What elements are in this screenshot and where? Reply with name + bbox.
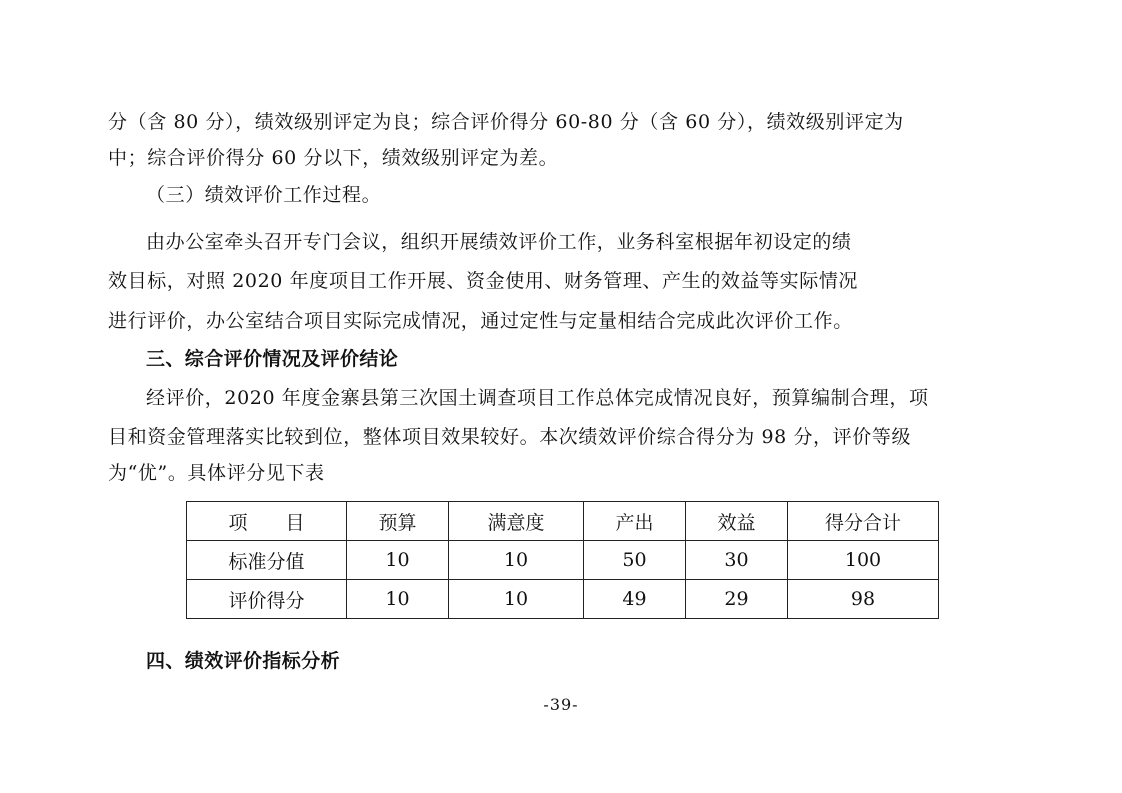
table-row <box>187 541 939 580</box>
table-header-row <box>187 502 939 541</box>
process-line-2: 效目标，对照 2020 年度项目工作开展、资金使用、财务管理、产生的效益等实际情况 <box>108 270 859 292</box>
table-row <box>187 580 939 619</box>
table-header-cell: 预算 <box>347 502 449 541</box>
table-cell: 10 <box>449 580 584 619</box>
table-cell: 100 <box>788 541 939 580</box>
criteria-line-1: 分（含 80 分），绩效级别评定为良；综合评价得分 60-80 分（含 60 分），绩效级别评定为 <box>108 111 904 133</box>
table-cell: 50 <box>584 541 686 580</box>
table-cell: 10 <box>347 580 449 619</box>
conclusion-line-3: 为“优”。具体评分见下表 <box>108 462 325 484</box>
section-4-heading: 四、绩效评价指标分析 <box>146 650 341 672</box>
conclusion-line-2: 目和资金管理落实比较到位，整体项目效果较好。本次绩效评价综合得分为 98 分，评价等级 <box>108 426 912 448</box>
section-3-heading: 三、综合评价情况及评价结论 <box>146 348 399 370</box>
conclusion-line-1: 经评价，2020 年度金寨县第三次国土调查项目工作总体完成情况良好，预算编制合理，项 <box>146 387 929 409</box>
process-subheading: （三）绩效评价工作过程。 <box>146 184 382 206</box>
process-line-1: 由办公室牵头召开专门会议，组织开展绩效评价工作，业务科室根据年初设定的绩 <box>146 231 852 253</box>
process-line-3: 进行评价，办公室结合项目实际完成情况，通过定性与定量相结合完成此次评价工作。 <box>108 310 853 332</box>
table-header-cell: 项 目 <box>187 502 347 541</box>
score-table <box>186 501 939 619</box>
page-number: -39- <box>543 695 579 714</box>
table-header-cell: 得分合计 <box>788 502 939 541</box>
table-header-cell: 效益 <box>686 502 788 541</box>
table-cell: 49 <box>584 580 686 619</box>
table-cell: 30 <box>686 541 788 580</box>
table-cell: 标准分值 <box>187 541 347 580</box>
table-header-cell: 满意度 <box>449 502 584 541</box>
table-header-cell: 产出 <box>584 502 686 541</box>
table-cell: 98 <box>788 580 939 619</box>
table-cell: 10 <box>449 541 584 580</box>
table-cell: 10 <box>347 541 449 580</box>
table-cell: 29 <box>686 580 788 619</box>
criteria-line-2: 中；综合评价得分 60 分以下，绩效级别评定为差。 <box>108 147 559 169</box>
table-cell: 评价得分 <box>187 580 347 619</box>
